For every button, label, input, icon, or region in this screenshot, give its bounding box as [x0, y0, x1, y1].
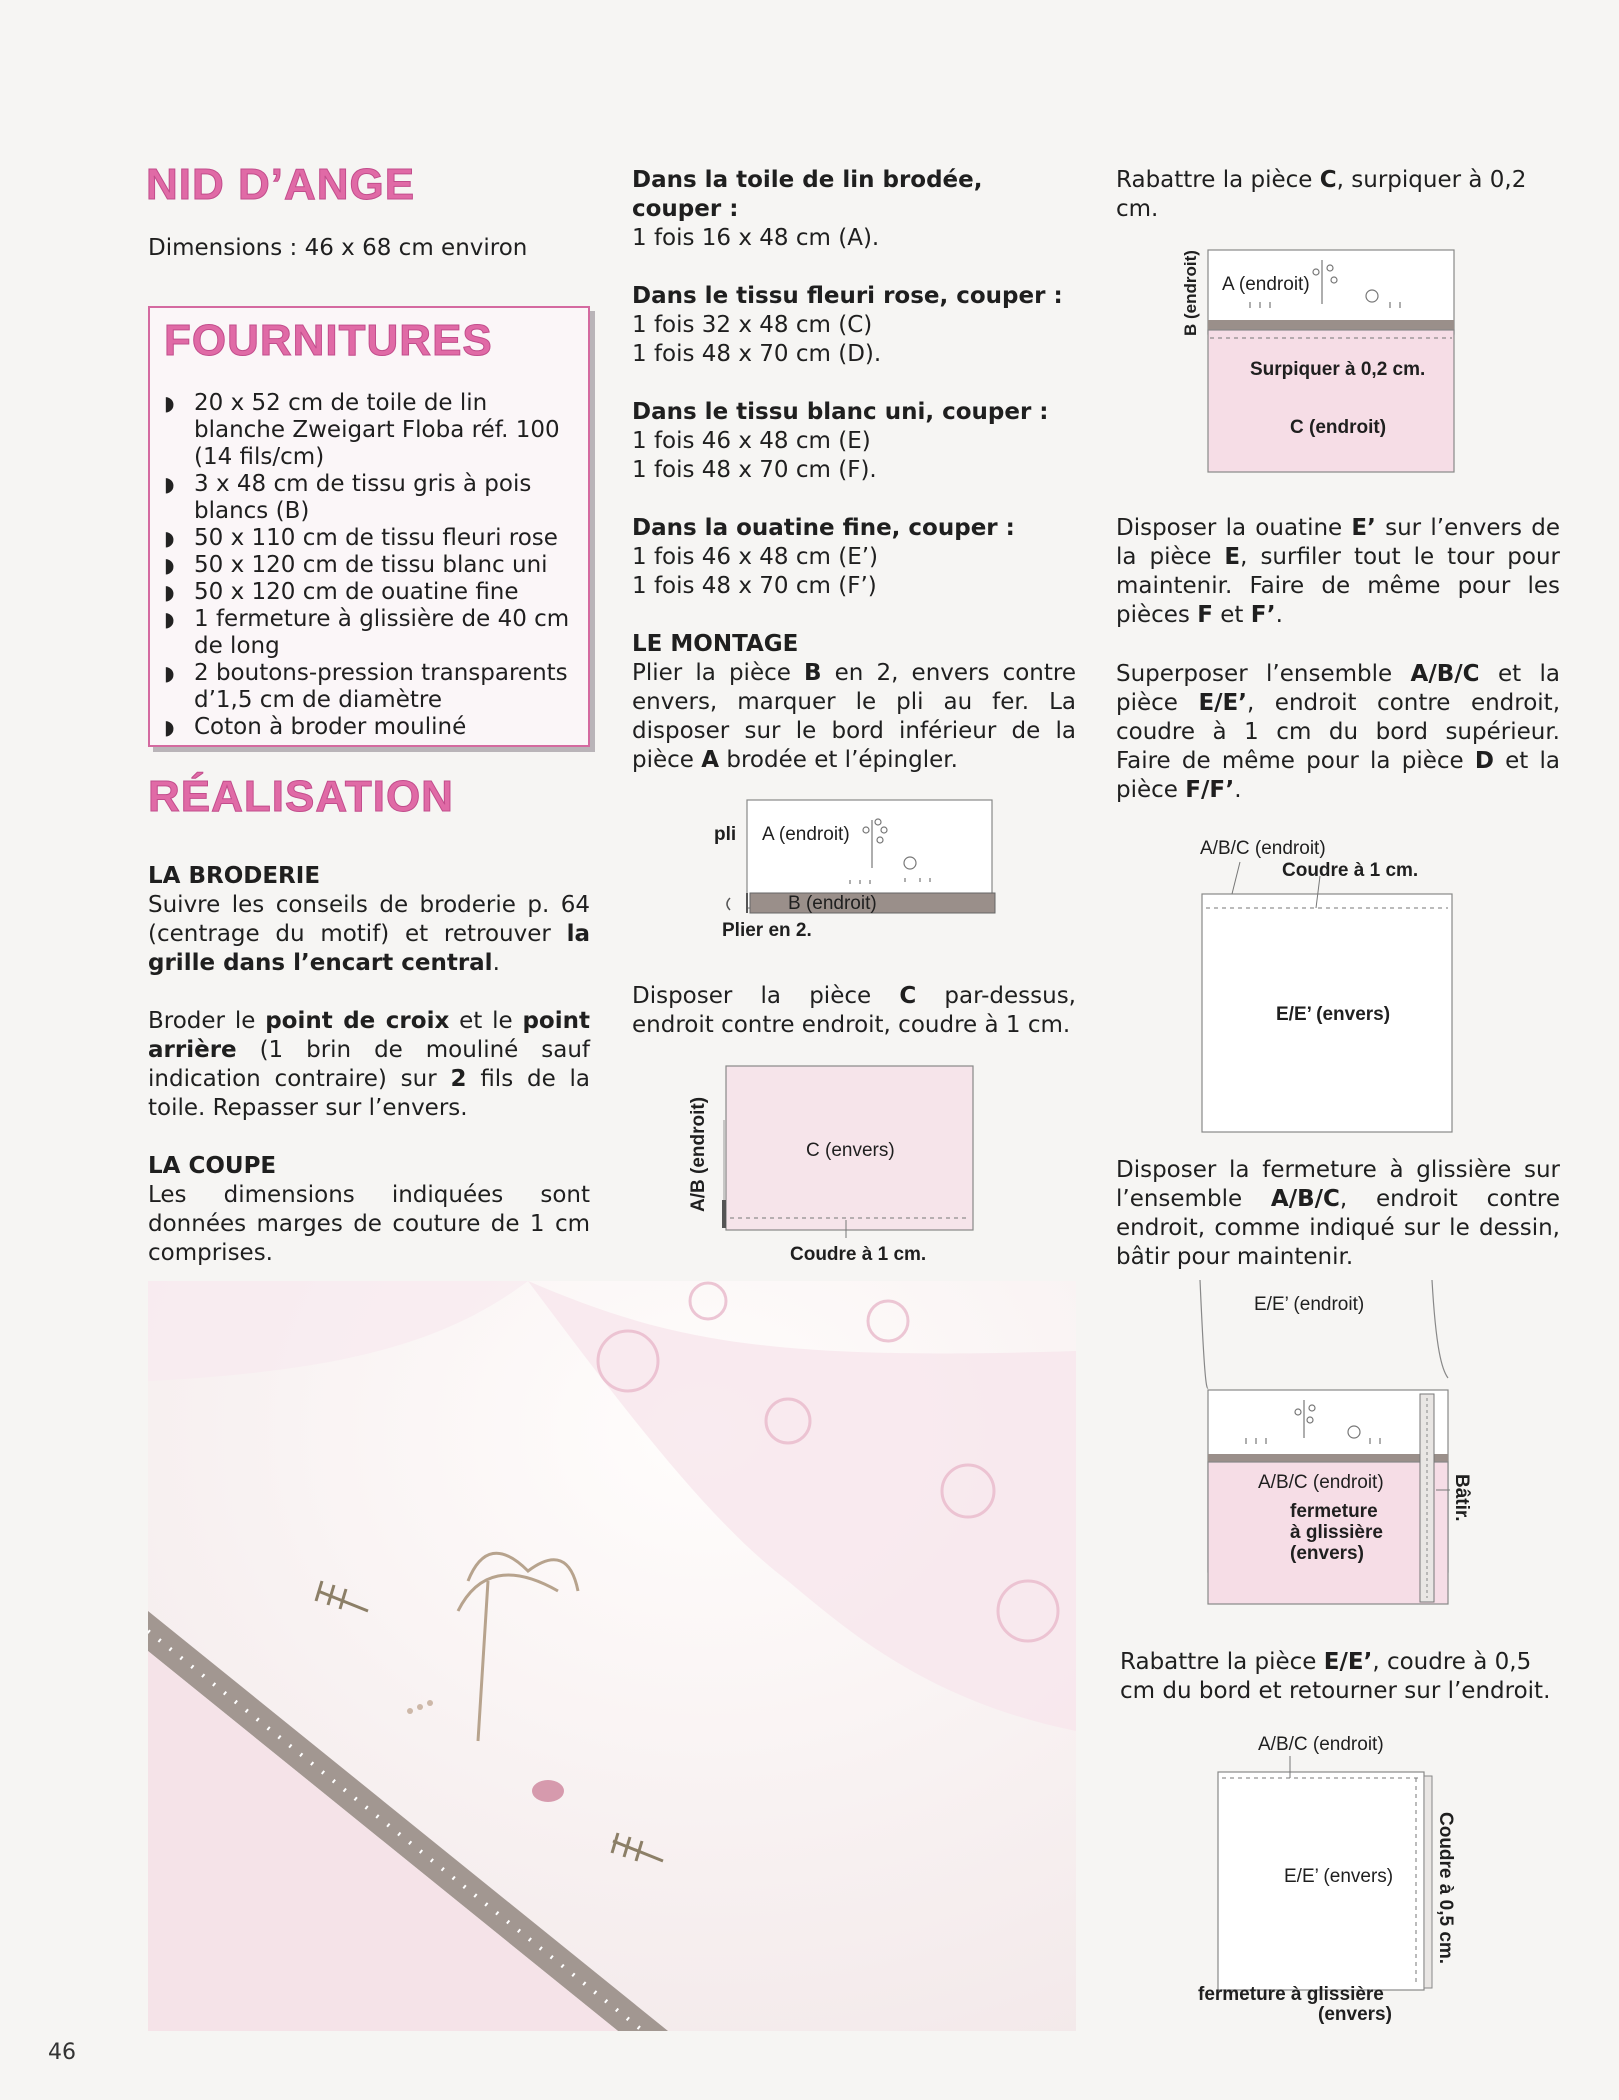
list-item: ◗ Coton à broder mouliné: [164, 714, 584, 741]
cut-floral-line-1: 1 fois 32 x 48 cm (C): [632, 312, 873, 338]
montage-paragraph-1: Plier la pièce B en 2, envers contre envers, marquer le pli au fer. La disposer sur le bord inférieur de la pièce A brodée et l’épingler.: [632, 660, 1076, 773]
cut-white-line-2: 1 fois 48 x 70 cm (F).: [632, 457, 877, 483]
diagram-piece-c: [680, 1060, 1000, 1270]
label-plier: Plier en 2.: [722, 920, 812, 941]
cut-wadding-line-2: 1 fois 48 x 70 cm (F’): [632, 573, 877, 599]
cut-floral-heading: Dans le tissu fleuri rose, couper :: [632, 283, 1063, 309]
page-title: NID D’ANGE: [146, 160, 416, 209]
right-paragraph-1: Rabattre la pièce C, surpiquer à 0,2 cm.: [1116, 167, 1527, 222]
product-photo: [148, 1281, 1076, 2031]
label-ee-endroit: E/E’ (endroit): [1254, 1294, 1365, 1315]
label-c-endroit: C (endroit): [1290, 417, 1387, 438]
diagram-topstitch: [1170, 238, 1470, 488]
label-zipper-2: à glissière: [1290, 1522, 1383, 1543]
cut-linen-heading: Dans la toile de lin brodée, couper :: [632, 167, 983, 222]
label-abc-endroit: A/B/C (endroit): [1200, 838, 1326, 859]
label-coudre-05cm: Coudre à 0,5 cm.: [1435, 1812, 1456, 1965]
piece-b-band: [1208, 1454, 1448, 1462]
broderie-section: [148, 862, 590, 1268]
page-number: 46: [48, 2040, 76, 2065]
list-item: ◗ 3 x 48 cm de tissu gris à pois blancs (B): [164, 471, 584, 525]
coupe-paragraph: Les dimensions indiquées sont données marges de couture de 1 cm comprises.: [148, 1182, 590, 1266]
label-zipper-envers-2: (envers): [1318, 2004, 1392, 2025]
label-abc-endroit: A/B/C (endroit): [1258, 1472, 1384, 1493]
label-a-endroit: A (endroit): [762, 824, 850, 845]
cut-wadding-line-1: 1 fois 46 x 48 cm (E’): [632, 544, 879, 570]
label-surpiquer: Surpiquer à 0,2 cm.: [1250, 359, 1426, 380]
zipper-icon: [1424, 1776, 1432, 1988]
fold-arrow-icon: [727, 898, 730, 910]
coupe-heading: LA COUPE: [148, 1153, 277, 1179]
dimensions-text: Dimensions : 46 x 68 cm environ: [148, 235, 528, 261]
piece-c-rect: [1208, 330, 1454, 472]
fournitures-list: [164, 390, 584, 741]
zipper-icon: [1420, 1394, 1434, 1602]
label-c-envers: C (envers): [806, 1140, 895, 1161]
label-zipper-1: fermeture: [1290, 1501, 1378, 1522]
piece-a-rect: [747, 800, 992, 908]
right-paragraph-3: Superposer l’ensemble A/B/C et la pièce E/E’, endroit contre endroit, coudre à 1 cm du bord supérieur. Faire de même pour la pièce D et la pièce F/F’.: [1116, 661, 1561, 803]
cut-white-line-1: 1 fois 46 x 48 cm (E): [632, 428, 871, 454]
right-paragraph-5: Rabattre la pièce E/E’, coudre à 0,5 cm du bord et retourner sur l’endroit.: [1120, 1649, 1551, 1704]
label-batir: Bâtir.: [1451, 1474, 1472, 1522]
diagram-zipper: [1186, 1270, 1486, 1630]
label-coudre-1cm: Coudre à 1 cm.: [790, 1244, 927, 1265]
list-item: ◗ 1 fermeture à glissière de 40 cm de long: [164, 606, 584, 660]
right-paragraph-4: Disposer la fermeture à glissière sur l’ensemble A/B/C, endroit contre endroit, comme indiqué sur le dessin, bâtir pour maintenir.: [1116, 1157, 1560, 1270]
piece-b-band: [1208, 320, 1454, 330]
label-ab-endroit: A/B (endroit): [688, 1096, 709, 1212]
cut-wadding-heading: Dans la ouatine fine, couper :: [632, 515, 1015, 541]
diagram-finish: [1190, 1726, 1490, 2026]
label-coudre-1cm: Coudre à 1 cm.: [1282, 860, 1419, 881]
cut-linen-line: 1 fois 16 x 48 cm (A).: [632, 225, 880, 251]
label-ee-envers: E/E’ (envers): [1284, 1866, 1394, 1887]
label-zipper-3: (envers): [1290, 1543, 1364, 1564]
list-item: ◗ 50 x 120 cm de ouatine fine: [164, 579, 584, 606]
label-ee-envers: E/E’ (envers): [1276, 1004, 1391, 1025]
realisation-title: RÉALISATION: [148, 772, 454, 821]
montage-heading: LE MONTAGE: [632, 631, 799, 657]
list-item: ◗ 50 x 110 cm de tissu fleuri rose: [164, 525, 584, 552]
label-a-endroit: A (endroit): [1222, 274, 1310, 295]
label-pli: pli: [714, 824, 737, 845]
list-item: ◗ 20 x 52 cm de toile de lin blanche Zweigart Floba réf. 100 (14 fils/cm): [164, 390, 584, 471]
diagram-fold-b: [700, 790, 1020, 950]
list-item: ◗ 2 boutons-pression transparents d’1,5 cm de diamètre: [164, 660, 584, 714]
label-zipper-envers-1: fermeture à glissière: [1198, 1984, 1384, 2005]
label-b-endroit: B (endroit): [1181, 250, 1200, 336]
right-paragraph-2: Disposer la ouatine E’ sur l’envers de la pièce E, surfiler tout le tour pour maintenir. Faire de même pour les pièces F et F’.: [1116, 515, 1560, 628]
broderie-paragraph-2: Broder le point de croix et le point arrière (1 brin de mouliné sauf indication contraire) sur 2 fils de la toile. Repasser sur l’envers.: [148, 1008, 591, 1121]
cut-floral-line-2: 1 fois 48 x 70 cm (D).: [632, 341, 882, 367]
fournitures-box: [148, 306, 590, 747]
label-b-endroit: B (endroit): [788, 893, 877, 914]
montage-paragraph-2: Disposer la pièce C par-dessus, endroit contre endroit, coudre à 1 cm.: [632, 983, 1076, 1038]
list-item: ◗ 50 x 120 cm de tissu blanc uni: [164, 552, 584, 579]
cutting-section: [632, 166, 1076, 775]
diagram-sew-top: [1170, 830, 1470, 1140]
cut-white-heading: Dans le tissu blanc uni, couper :: [632, 399, 1049, 425]
nid-dange-photo-image: [148, 1281, 1076, 2031]
fournitures-title: FOURNITURES: [164, 316, 493, 365]
label-abc-endroit: A/B/C (endroit): [1258, 1734, 1384, 1755]
broderie-heading: LA BRODERIE: [148, 863, 321, 889]
broderie-paragraph-1: Suivre les conseils de broderie p. 64 (centrage du motif) et retrouver la grille dans l’encart central.: [148, 892, 590, 976]
